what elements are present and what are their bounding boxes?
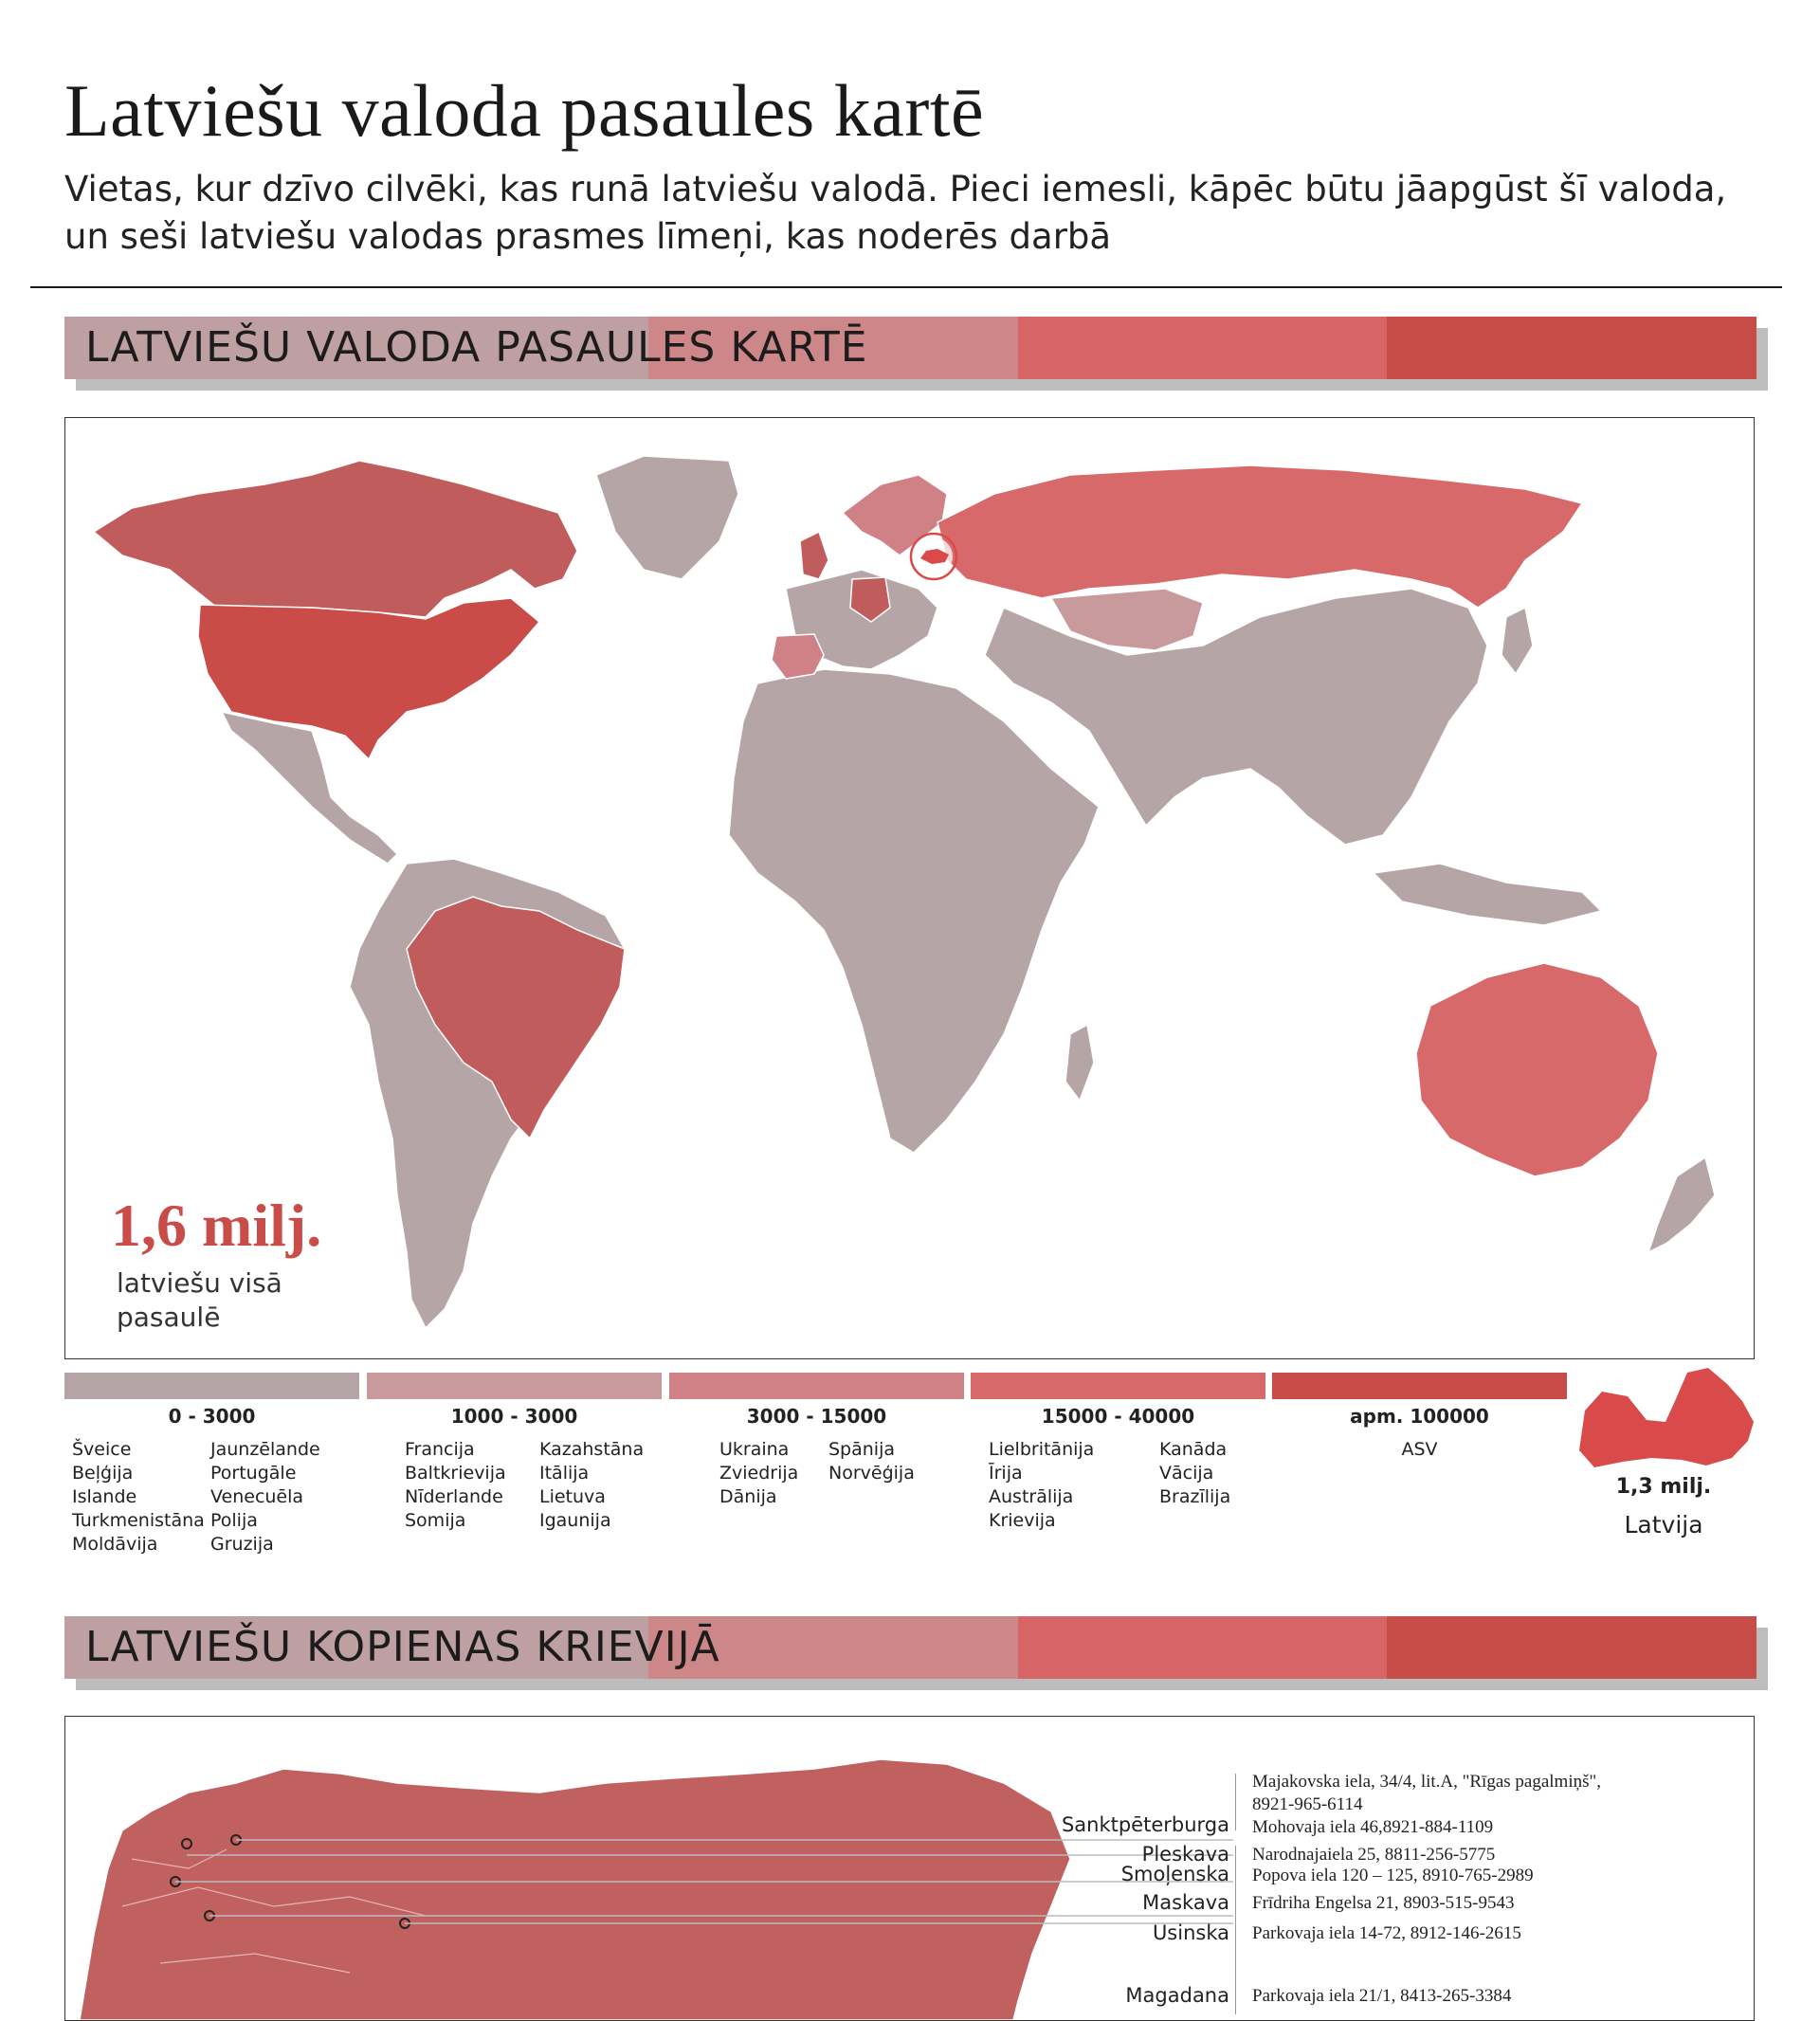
legend-countries-3a	[989, 1438, 1094, 1533]
community-city: Pleskava	[1141, 1843, 1229, 1866]
map-new-zealand	[1648, 1157, 1715, 1252]
legend-country: Portugāle	[210, 1463, 297, 1484]
map-russia-region	[80, 1759, 1070, 2020]
community-address: Popova iela 120 – 125, 8910-765-2989	[1252, 1866, 1534, 1885]
legend-country: Venecuēla	[210, 1486, 304, 1507]
world-total-number: 1,6 milj.	[111, 1192, 322, 1259]
map-canada	[94, 461, 577, 617]
legend-country: Itālija	[539, 1463, 590, 1484]
legend-country: Beļģija	[72, 1463, 134, 1484]
community-address: Frīdriha Engelsa 21, 8903-515-9543	[1252, 1893, 1515, 1913]
legend-country: Somija	[405, 1510, 466, 1531]
legend-country: Baltkrievija	[405, 1463, 506, 1484]
legend-country: Gruzija	[210, 1534, 274, 1555]
latvia-shape-icon	[1575, 1363, 1756, 1472]
legend-countries-3b	[1159, 1438, 1230, 1509]
subtitle-line-1: Vietas, kur dzīvo cilvēki, kas runā latviešu valodā. Pieci iemesli, kāpēc būtu jāapgūst šī valoda,	[64, 169, 1727, 209]
map-madagascar	[1065, 1025, 1094, 1101]
legend-country: Jaunzēlande	[210, 1439, 320, 1460]
legend-country: Turkmenistāna	[72, 1510, 205, 1531]
legend-country: Islande	[72, 1486, 137, 1507]
legend-country: Igaunija	[539, 1510, 611, 1531]
legend-country: Moldāvija	[72, 1534, 158, 1555]
legend-countries-0a	[72, 1438, 205, 1557]
section-banner-world	[64, 317, 1756, 379]
legend-range-4: apm. 100000	[1350, 1405, 1489, 1428]
map-indonesia	[1374, 864, 1601, 925]
legend-country: Norvēģija	[828, 1463, 915, 1484]
legend-range-3: 15000 - 40000	[1041, 1405, 1195, 1428]
legend-bar-0	[64, 1373, 359, 1399]
map-greenland	[596, 456, 738, 579]
legend-bar-1	[367, 1373, 662, 1399]
community-address: Mohovaja iela 46,8921-884-1109	[1252, 1817, 1494, 1837]
map-japan	[1502, 608, 1533, 674]
legend-country: Brazīlija	[1159, 1486, 1231, 1507]
legend-country: Dānija	[719, 1486, 777, 1507]
page-subtitle	[64, 166, 1771, 261]
legend-countries-2a	[719, 1438, 798, 1509]
legend-bar-3	[971, 1373, 1265, 1399]
legend-bar-4	[1272, 1373, 1567, 1399]
legend-country: Spānija	[828, 1439, 896, 1460]
subtitle-line-2: un seši latviešu valodas prasmes līmeņi, kas noderēs darbā	[64, 216, 1112, 257]
legend-countries-0b	[210, 1438, 320, 1557]
community-address: Parkovaja iela 14-72, 8912-146-2615	[1252, 1923, 1521, 1943]
world-total-label: latviešu visā pasaulē	[117, 1267, 282, 1333]
community-city: Smoļenska	[1120, 1863, 1229, 1885]
legend-country: Lietuva	[539, 1486, 606, 1507]
section-title-world: LATVIEŠU VALODA PASAULES KARTĒ	[85, 323, 868, 372]
map-australia	[1416, 963, 1658, 1176]
legend-country: Lielbritānija	[989, 1439, 1095, 1460]
header-divider	[30, 286, 1782, 288]
legend-country: Francija	[405, 1439, 475, 1460]
legend-country: Zviedrija	[719, 1463, 799, 1484]
russia-map	[64, 1716, 1755, 2021]
legend-country: Kazahstāna	[539, 1439, 645, 1460]
page-title: Latviešu valoda pasaules kartē	[64, 69, 985, 152]
community-city: Usinska	[1152, 1921, 1229, 1944]
legend-countries-1a	[405, 1438, 506, 1533]
community-city: Sanktpēterburga	[1061, 1813, 1229, 1836]
legend-country: Krievija	[989, 1510, 1056, 1531]
legend-range-1: 1000 - 3000	[450, 1405, 578, 1428]
community-address: 8921-965-6114	[1252, 1794, 1363, 1814]
legend-country: Šveice	[72, 1439, 132, 1460]
map-africa	[729, 669, 1099, 1153]
connector-line	[1235, 1846, 1236, 2014]
legend-countries-1b	[539, 1438, 644, 1533]
legend-country: Īrija	[989, 1463, 1023, 1484]
legend-countries-2b	[828, 1438, 915, 1485]
map-spain	[772, 634, 824, 679]
legend-range-2: 3000 - 15000	[746, 1405, 887, 1428]
section-banner-russia	[64, 1616, 1756, 1679]
latvia-population: 1,3 milj.	[1615, 1475, 1712, 1499]
community-address: Narodnajaiela 25, 8811-256-5775	[1252, 1845, 1496, 1865]
community-city: Maskava	[1142, 1891, 1229, 1914]
legend-country: Nīderlande	[405, 1486, 503, 1507]
legend-country: Kanāda	[1159, 1439, 1228, 1460]
map-russia	[937, 465, 1582, 608]
world-map	[64, 417, 1755, 1359]
legend-country: Vācija	[1159, 1463, 1214, 1484]
section-title-russia: LATVIEŠU KOPIENAS KRIEVIJĀ	[85, 1623, 720, 1671]
community-address: Majakovska iela, 34/4, lit.A, "Rīgas pagalmiņš",	[1252, 1772, 1602, 1792]
legend-country: Austrālija	[989, 1486, 1074, 1507]
map-uk	[800, 532, 828, 579]
community-address: Parkovaja iela 21/1, 8413-265-3384	[1252, 1986, 1512, 2006]
legend-countries-4	[1272, 1438, 1567, 1462]
legend-range-0: 0 - 3000	[168, 1405, 256, 1428]
legend-country: ASV	[1401, 1439, 1438, 1460]
legend-country: Polija	[210, 1510, 258, 1531]
legend-country: Ukraina	[719, 1439, 790, 1460]
community-city: Magadana	[1125, 1984, 1229, 2007]
connector-line	[1235, 1774, 1236, 1830]
legend-bar-2	[669, 1373, 964, 1399]
latvia-label: Latvija	[1624, 1511, 1703, 1539]
